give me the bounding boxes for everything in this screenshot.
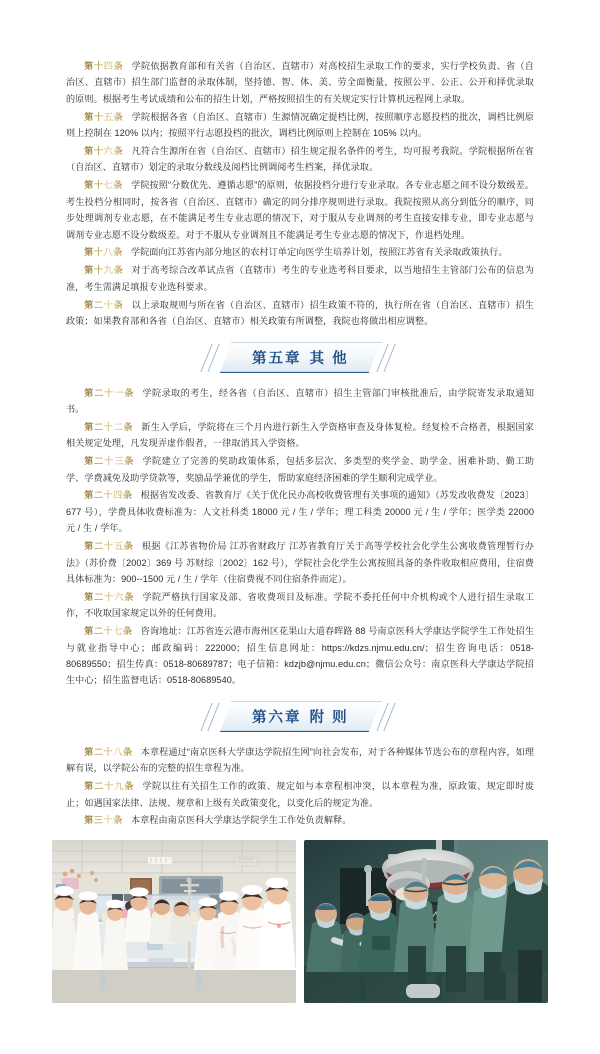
article-paragraph	[66, 812, 534, 828]
article-paragraph	[66, 58, 534, 107]
neonatal-incubator-nursing-students-photo	[52, 840, 296, 1003]
article-body: 学院以往有关招生工作的政策、规定如与本章程相冲突，以本章程为准，原政策、规定即时废止；如遇国家法律、法规、规章和上级有关政策变化，以变化后的规定为准。	[66, 781, 535, 808]
article-body: 新生入学后，学院将在三个月内进行新生入学资格审查及身体复检。经复检不合格者，根据国家相关规定处理，凡发现弄虚作假者，一律取消其入学资格。	[66, 421, 534, 449]
article-paragraph	[66, 589, 534, 622]
articles-section-other	[66, 385, 534, 689]
article-body: 根据省发改委、省教育厅《关于优化民办高校收费管理有关事项的通知》（苏发改收费发〔2023〕677 号），学费具体收费标准为：人文社科类 18000 元 / 生 / 学年；理工科类 20000 元 / 生 / 学年；医学类 22000 元 / 生 / 学年。	[66, 490, 535, 534]
article-paragraph	[66, 419, 534, 452]
article-paragraph	[66, 262, 534, 295]
article-number: 第十四条	[84, 61, 131, 71]
article-paragraph-contact	[66, 623, 534, 689]
article-number: 第二十五条	[84, 541, 142, 551]
article-number: 第十七条	[84, 180, 131, 190]
article-body: 学院按照“分数优先、遵循志愿”的原则，依据投档分进行专业录取。各专业志愿之间不设分数级差。考生投档分相同时，按各省（自治区、直辖市）确定的同分排序规则进行录取。我院按照从高分到低分的顺序，同步处理调剂专业志愿，在不能满足考生专业志愿的情况下，对于服从专业调剂的考生直接安排专业，即专业志愿与调剂专业志愿不设分数级差。对于不服从专业调剂且不能满足考生专业志愿的情况下，作退档处理。	[66, 180, 534, 240]
chapter-5-banner	[66, 343, 534, 373]
banner-body	[219, 701, 380, 732]
article-body: 学院面向江苏省内部分地区的农村订单定向医学生培养计划，按照江苏省有关录取政策执行。	[130, 247, 508, 258]
article-number: 第十六条	[84, 146, 131, 156]
chapter-number: 第六章	[251, 709, 302, 726]
article-body: 学院建立了完善的奖助政策体系，包括多层次、多类型的奖学金、助学金、困难补助、勤工助学、学费减免及助学贷款等，奖励品学兼优的学生，帮助家庭经济困难的学生顺利完成学业。	[66, 456, 535, 483]
article-number: 第二十七条	[84, 626, 141, 636]
article-number: 第三十条	[84, 815, 131, 825]
article-body: 对于高考综合改革试点省（直辖市）考生的专业选考科目要求，以当地招生主管部门公布的信息为准，考生需满足填报专业选科要求。	[66, 265, 534, 292]
banner-body	[219, 342, 380, 373]
article-number: 第二十二条	[84, 422, 141, 432]
article-paragraph	[66, 538, 534, 587]
articles-section-recruitment	[66, 58, 534, 330]
banner-right-slashes-icon	[374, 702, 400, 732]
contact-info-body: 咨询地址：江苏省连云港市海州区花果山大道春晖路 88 号南京医科大学康达学院学生工作处招生与就业指导中心；邮政编码：222000；招生信息网址：https://kdzs.njmu.edu.cn/；招生咨询电话：0518-80689550；招生传真：0518-80689787；电子信箱：kdzjb@njmu.edu.cn；微信公众号：南京医科大学康达学院招生中心；招生监督电话：0518-80689540。	[66, 626, 534, 686]
article-number: 第二十八条	[84, 747, 141, 757]
photo-gallery	[52, 840, 548, 1003]
article-body: 根据《江苏省物价局 江苏省财政厅 江苏省教育厅关于高等学校社会化学生公寓收费管理暂行办法》（苏价费〔2002〕369 号 苏财综〔2002〕162 号），学院社会化学生公寓按照具备的条件收取相应费用，住宿费具体标准为：900--1500 元 / 生 / 学年（住宿费视不同住宿条件而定）。	[66, 541, 534, 584]
article-paragraph	[66, 109, 534, 142]
article-number: 第二十一条	[84, 388, 142, 398]
article-number: 第十九条	[84, 265, 131, 275]
article-body: 学院依据教育部和有关省（自治区、直辖市）对高校招生录取工作的要求，实行学校负责、省（自治区、直辖市）招生部门监督的录取体制，坚持德、智、体、美、劳全面衡量，按照公平、公正、公开和择优录取的原则。根据考生考试成绩和公布的招生计划，严格按照招生的有关规定实行计算机远程网上录取。	[66, 61, 534, 104]
chapter-6-banner	[66, 702, 534, 732]
article-body: 本章程由南京医科大学康达学院学生工作处负责解释。	[130, 815, 352, 826]
article-paragraph	[66, 244, 534, 260]
article-number: 第二十三条	[84, 456, 142, 466]
article-body: 凡符合生源所在省（自治区、直辖市）招生规定报名条件的考生，均可报考我院。学院根据所在省（自治区、直辖市）划定的录取分数线及阅档比例调阅考生档案，择优录取。	[66, 146, 534, 173]
article-number: 第十五条	[84, 112, 131, 122]
article-body: 学院严格执行国家及部、省收费项目及标准。学院不委托任何中介机构或个人进行招生录取工作，不收取国家规定以外的任何费用。	[66, 591, 535, 619]
banner-wrap	[200, 343, 401, 373]
article-paragraph	[66, 143, 534, 176]
article-paragraph	[66, 778, 534, 811]
article-paragraph	[66, 453, 534, 486]
article-paragraph	[66, 744, 534, 777]
chapter-title: 附 则	[309, 709, 349, 726]
articles-section-supplementary	[66, 744, 534, 829]
article-body: 以上录取规则与所在省（自治区、直辖市）招生政策不符的，执行所在省（自治区、直辖市）招生政策；如果教育部和各省（自治区、直辖市）相关政策有所调整，我院也将做出相应调整。	[66, 299, 534, 327]
article-number: 第二十条	[84, 300, 131, 310]
chapter-number: 第五章	[251, 350, 302, 367]
article-paragraph	[66, 385, 534, 418]
article-number: 第十八条	[84, 247, 131, 257]
article-body: 学院录取的考生，经各省（自治区、直辖市）招生主管部门审核批准后，由学院寄发录取通知书。	[66, 387, 535, 414]
article-paragraph	[66, 177, 534, 243]
chapter-title: 其 他	[309, 350, 349, 367]
banner-label	[252, 706, 349, 727]
article-body: 学院根据各省（自治区、直辖市）生源情况确定提档比例，按照顺序志愿投档的批次，调档比例原则上控制在 120% 以内；按照平行志愿投档的批次，调档比例原则上控制在 105% 以内。	[66, 111, 534, 139]
article-number: 第二十六条	[84, 592, 142, 602]
article-number: 第二十九条	[84, 781, 142, 791]
operating-room-surgery-photo	[304, 840, 548, 1003]
banner-label	[252, 347, 349, 368]
article-number: 第二十四条	[84, 490, 140, 500]
article-body: 本章程通过“南京医科大学康达学院招生网”向社会发布，对于各种媒体节选公布的章程内容，如理解有误，以学院公布的完整的招生章程为准。	[66, 746, 535, 774]
banner-right-slashes-icon	[374, 343, 400, 373]
article-paragraph	[66, 487, 534, 536]
article-paragraph	[66, 297, 534, 330]
banner-wrap	[200, 702, 401, 732]
